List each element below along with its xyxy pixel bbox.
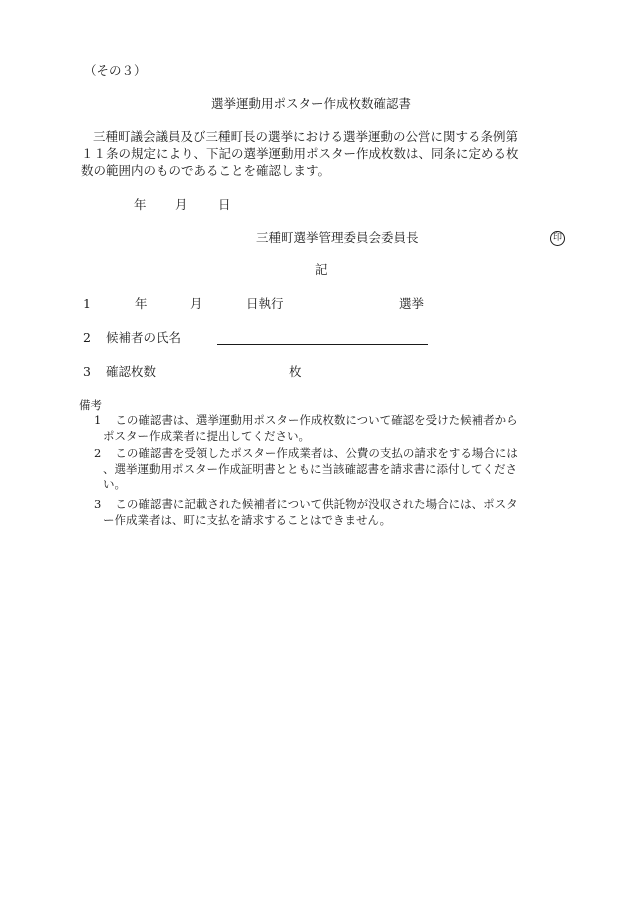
item1-election-label: 選挙	[399, 296, 425, 311]
document-title: 選挙運動用ポスター作成枚数確認書	[211, 96, 412, 111]
remark-note-2	[94, 446, 518, 493]
remarks-heading: 備考	[79, 398, 102, 412]
note3-line-2: ー作成業者は、町に支払を請求することはできません。	[103, 512, 392, 527]
item1-day-exec-label: 日執行	[246, 296, 284, 311]
note2-line-2: 、選挙運動用ポスター作成証明書とともに当該確認書を請求書に添付してくださ	[103, 461, 517, 476]
item2-number: 2	[83, 330, 91, 345]
seal-mark: 印	[550, 231, 565, 246]
intro-line-2: １１条の規定により、下記の選挙運動用ポスター作成枚数は、同条に定める枚	[81, 146, 519, 161]
note1-line-1: この確認書は、選挙運動用ポスター作成枚数について確認を受けた候補者から	[115, 413, 518, 427]
note1-number: 1	[94, 413, 102, 427]
item2-label: 候補者の氏名	[106, 330, 182, 345]
item1-year-label: 年	[135, 296, 148, 311]
item1-month-label: 月	[190, 296, 203, 311]
item1-number: 1	[83, 296, 91, 311]
form-number: （その３）	[84, 63, 147, 78]
intro-line-1: 三種町議会議員及び三種町長の選挙における選挙運動の公営に関する条例第	[93, 129, 519, 144]
date-month-label: 月	[175, 197, 188, 212]
item3-number: 3	[83, 364, 91, 379]
note2-number: 2	[94, 446, 102, 460]
note3-line-1: この確認書に記載された候補者について供託物が没収された場合には、ポスタ	[115, 497, 518, 511]
note1-line-2: ポスター作成業者に提出してください。	[103, 428, 310, 443]
note2-line-1: この確認書を受領したポスター作成業者は、公費の支払の請求をする場合には	[115, 446, 518, 460]
note2-line-3: い。	[103, 477, 126, 491]
remark-note-3	[94, 497, 518, 528]
intro-paragraph	[81, 128, 519, 179]
ki-heading: 記	[315, 262, 328, 277]
remark-note-1	[94, 413, 518, 444]
item3-unit: 枚	[289, 364, 302, 379]
note3-number: 3	[94, 497, 102, 511]
candidate-name-line	[217, 344, 428, 345]
date-day-label: 日	[218, 197, 231, 212]
date-year-label: 年	[134, 197, 147, 212]
signer-title: 三種町選挙管理委員会委員長	[256, 230, 419, 245]
intro-line-3: 数の範囲内のものであることを確認します。	[81, 163, 331, 178]
item3-label: 確認枚数	[106, 364, 157, 379]
